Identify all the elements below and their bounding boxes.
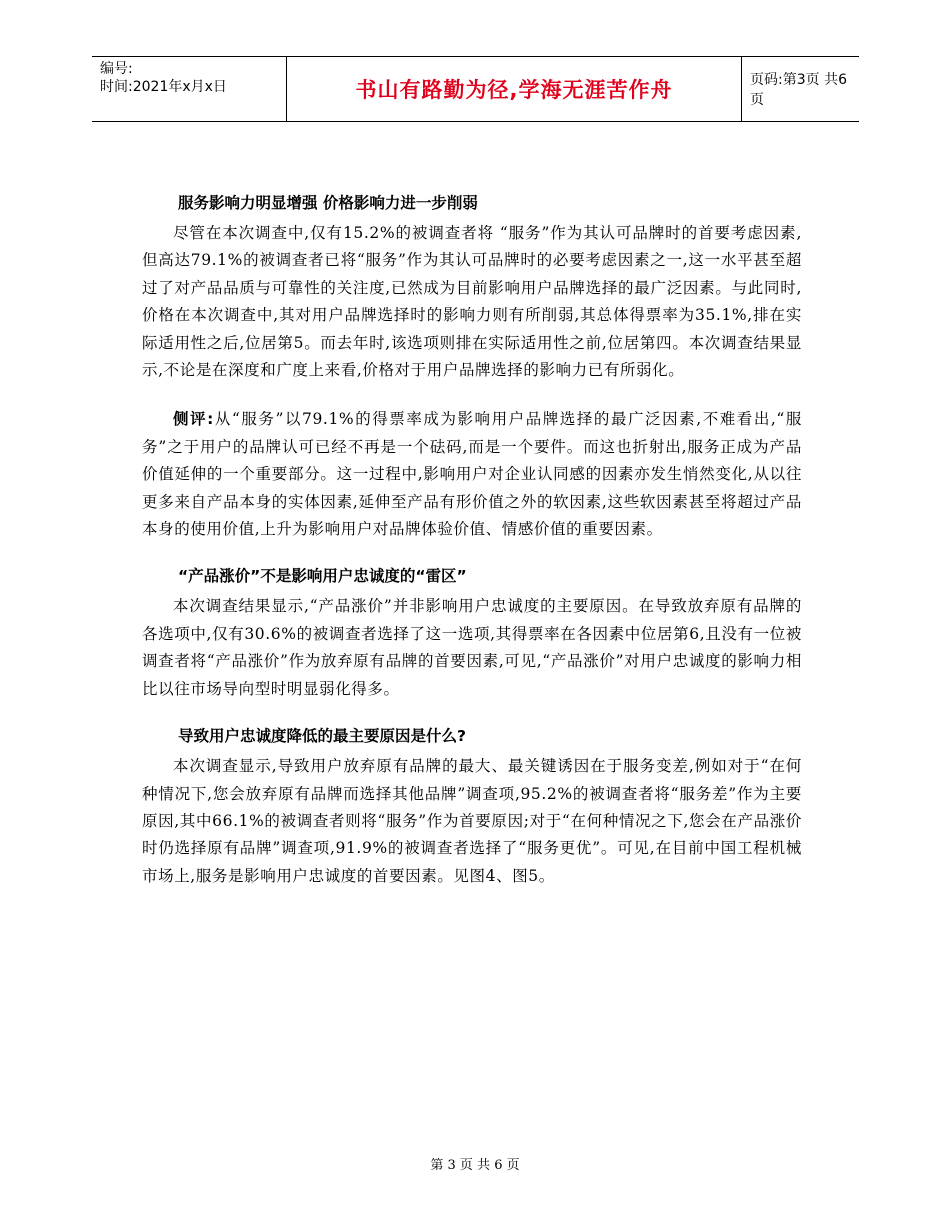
page-footer bbox=[0, 1154, 950, 1173]
number-label: 编号: bbox=[100, 61, 133, 77]
document-body bbox=[142, 190, 802, 890]
comment-label: 侧评: bbox=[173, 410, 214, 429]
header-page-info bbox=[742, 57, 859, 121]
spacer bbox=[142, 384, 802, 406]
section-paragraph: 本次调查结果显示,“产品涨价”并非影响用户忠诚度的主要原因。在导致放弃原有品牌的各选项中,仅有30.6%的被调查者选择了这一选项,其得票率在各因素中位居第6,且没有一位被调查者将“产品涨价”作为放弃原有品牌的首要因素,可见,“产品涨价”对用户忠诚度的影响力相比以往市场导向型时明显弱化得多。 bbox=[142, 597, 802, 698]
section-paragraph: 尽管在本次调查中,仅有15.2%的被调查者将 “服务”作为其认可品牌时的首要考虑因素,但高达79.1%的被调查者已将“服务”作为其认可品牌时的必要考虑因素之一,这一水平甚至超过了对产品品质与可靠性的关注度,已然成为目前影响用户品牌选择的最广泛因素。与此同时,价格在本次调查中,其对用户品牌选择时的影响力则有所削弱,其总体得票率为35.1%,排在实际适用性之后,位居第5。而去年时,该选项则排在实际适用性之前,位居第四。本次调查结果显示,不论是在深度和广度上来看,价格对于用户品牌选择的影响力已有所弱化。 bbox=[142, 224, 802, 380]
section-heading: 服务影响力明显增强 价格影响力进一步削弱 bbox=[178, 194, 478, 212]
section-heading: 导致用户忠诚度降低的最主要原因是什么? bbox=[178, 727, 466, 746]
spacer bbox=[142, 543, 802, 563]
comment-paragraph bbox=[142, 406, 802, 543]
footer-page-number: 第 3 页 共 6 页 bbox=[430, 1158, 520, 1173]
motto: 书山有路勤为径,学海无涯苦作舟 bbox=[355, 78, 673, 102]
page-header bbox=[92, 56, 859, 122]
header-motto-cell bbox=[287, 57, 742, 121]
section-heading: “产品涨价”不是影响用户忠诚度的“雷区” bbox=[178, 567, 467, 586]
page-info: 页码:第3页 共6页 bbox=[750, 72, 847, 108]
spacer bbox=[142, 703, 802, 723]
time-label: 时间:2021年x月x日 bbox=[100, 79, 227, 95]
header-meta bbox=[92, 57, 287, 121]
section-paragraph: 本次调查显示,导致用户放弃原有品牌的最大、最关键诱因在于服务变差,例如对于“在何种情况下,您会放弃原有品牌而选择其他品牌”调查项,95.2%的被调查者将“服务差”作为主要原因,其中66.1%的被调查者则将“服务”作为首要原因;对于“在何种情况之下,您会在产品涨价时仍选择原有品牌”调查项,91.9%的被调查者选择了“服务更优”。可见,在目前中国工程机械市场上,服务是影响用户忠诚度的首要因素。见图4、图5。 bbox=[142, 757, 802, 885]
comment-text: 从“服务”以79.1%的得票率成为影响用户品牌选择的最广泛因素,不难看出,“服务”之于用户的品牌认可已经不再是一个砝码,而是一个要件。而这也折射出,服务正成为产品价值延伸的一个重要部分。这一过程中,影响用户对企业认同感的因素亦发生悄然变化,从以往更多来自产品本身的实体因素,延伸至产品有形价值之外的软因素,这些软因素甚至将超过产品本身的使用价值,上升为影响用户对品牌体验价值、情感价值的重要因素。 bbox=[142, 410, 802, 539]
